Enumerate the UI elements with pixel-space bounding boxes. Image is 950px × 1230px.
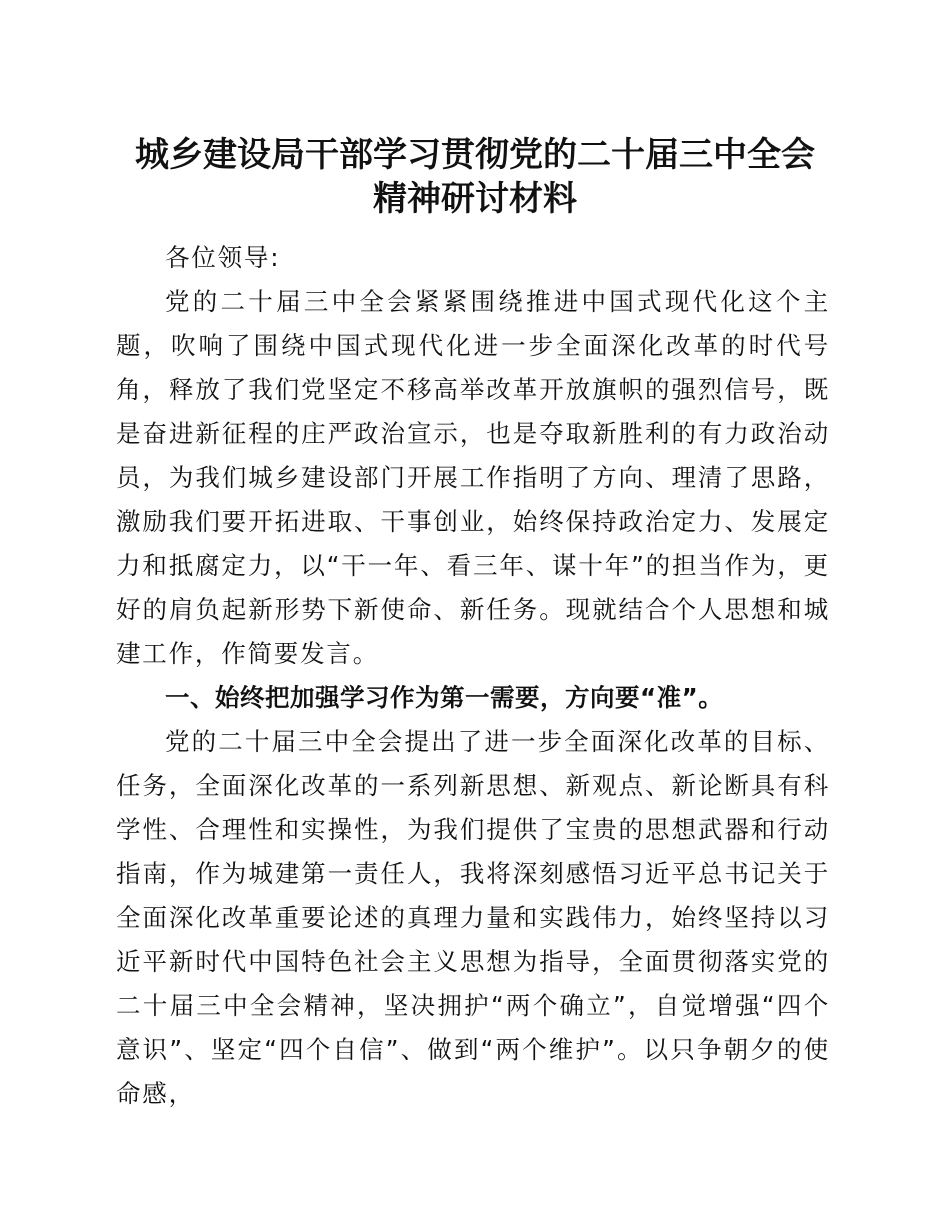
document-title-line-2: 精神研讨材料 (373, 179, 577, 219)
salutation: 各位领导: (165, 243, 281, 272)
document-body (116, 236, 830, 1116)
document-title-line-1: 城乡建设局干部学习贯彻党的二十届三中全会 (135, 135, 815, 175)
paragraph-section-1: 党的二十届三中全会提出了进一步全面深化改革的目标、任务，全面深化改革的一系列新思想、新观点、新论断具有科学性、合理性和实操性，为我们提供了宝贵的思想武器和行动指南，作为城建第一责任人，我将深刻感悟习近平总书记关于全面深化改革重要论述的真理力量和实践伟力，始终坚持以习近平新时代中国特色社会主义思想为指导，全面贯彻落实党的二十届三中全会精神，坚决拥护“两个确立”，自觉增强“四个意识”、坚定“四个自信”、做到“两个维护”。以只争朝夕的使命感， (116, 727, 830, 1108)
paragraph-intro: 党的二十届三中全会紧紧围绕推进中国式现代化这个主题，吹响了围绕中国式现代化进一步全面深化改革的时代号角，释放了我们党坚定不移高举改革开放旗帜的强烈信号，既是奋进新征程的庄严政治宣示，也是夺取新胜利的有力政治动员，为我们城乡建设部门开展工作指明了方向、理清了思路，激励我们要开拓进取、干事创业，始终保持政治定力、发展定力和抵腐定力，以“干一年、看三年、谋十年”的担当作为，更好的肩负起新形势下新使命、新任务。现就结合个人思想和城建工作，作简要发言。 (116, 287, 830, 668)
section-heading-1: 一、始终把加强学习作为第一需要，方向要“准”。 (165, 683, 724, 712)
